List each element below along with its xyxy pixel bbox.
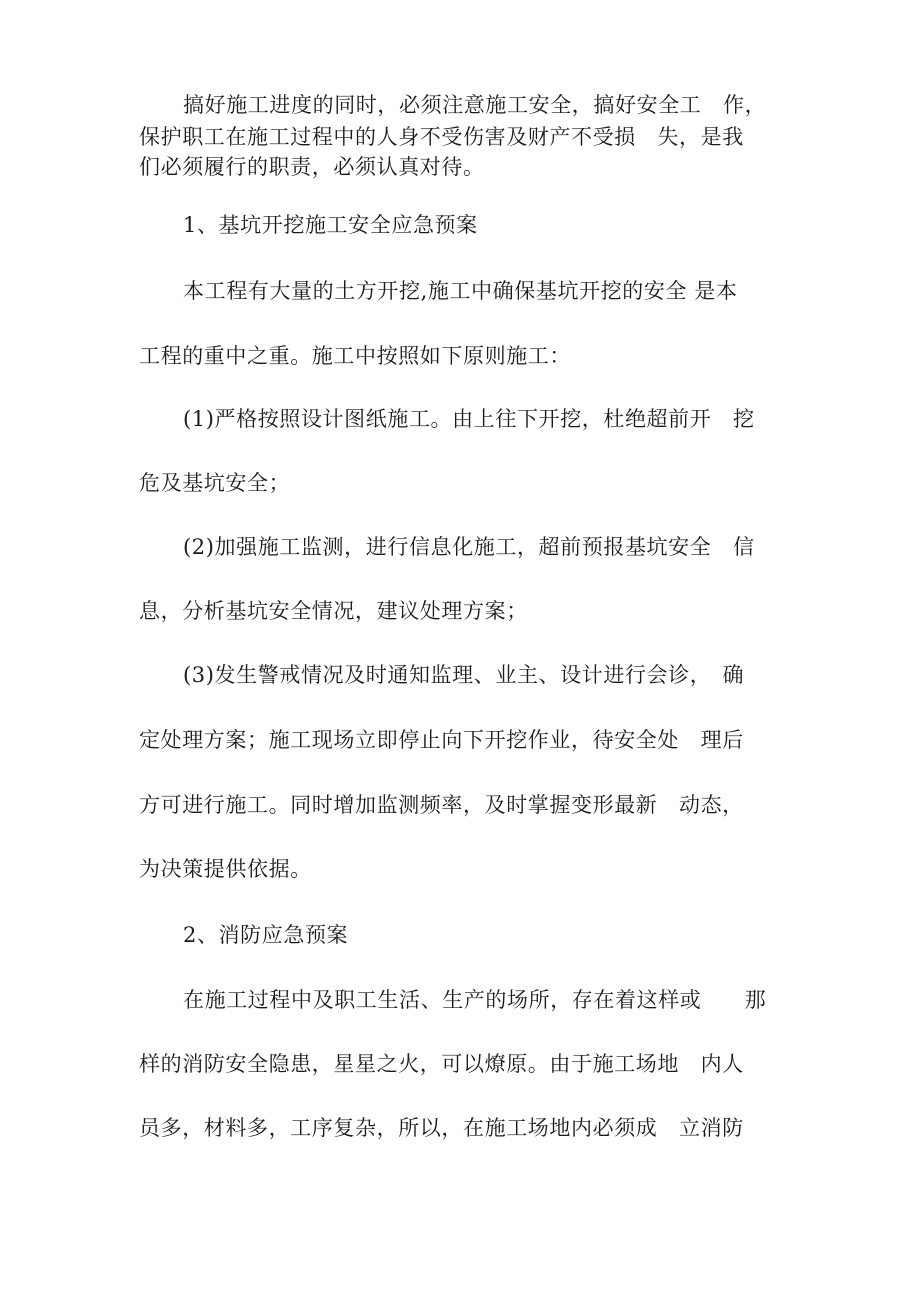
section-2-para-line-3: 员多，材料多，工序复杂，所以，在施工场地内必须成 立消防 [139,1116,744,1140]
item-1-line-2: 危及基坑安全； [139,471,291,495]
item-3-line-3: 方可进行施工。同时增加监测频率，及时掌握变形最新 动态， [139,793,744,817]
item-1-line-1: (1)严格按照设计图纸施工。由上往下开挖，杜绝超前开 挖 [183,407,755,431]
item-3-line-4: 为决策提供依据。 [139,857,312,881]
intro-line-3: 们必须履行的职责，必须认真对待。 [139,155,485,179]
item-3-line-1: (3)发生警戒情况及时通知监理、业主、设计进行会诊， 确 [183,663,745,687]
item-3-line-2: 定处理方案；施工现场立即停止向下开挖作业，待安全处 理后 [139,728,744,752]
section-2-para-line-1: 在施工过程中及职工生活、生产的场所，存在着这样或 那 [183,988,767,1012]
section-1-para-line-2: 工程的重中之重。施工中按照如下原则施工： [139,344,571,368]
section-2-para-line-2: 样的消防安全隐患，星星之火，可以燎原。由于施工场地 内人 [139,1052,744,1076]
item-2-line-1: (2)加强施工监测，进行信息化施工，超前预报基坑安全 信 [183,535,755,559]
section-1-heading: 1、基坑开挖施工安全应急预案 [183,213,478,237]
section-1-para-line-1: 本工程有大量的土方开挖,施工中确保基坑开挖的安全 是本 [183,279,738,303]
intro-line-1: 搞好施工进度的同时，必须注意施工安全，搞好安全工 作， [183,93,767,117]
item-2-line-2: 息，分析基坑安全情况，建议处理方案； [139,599,528,623]
intro-line-2: 保护职工在施工过程中的人身不受伤害及财产不受损 失，是我 [139,125,744,149]
section-2-heading: 2、消防应急预案 [183,923,349,947]
